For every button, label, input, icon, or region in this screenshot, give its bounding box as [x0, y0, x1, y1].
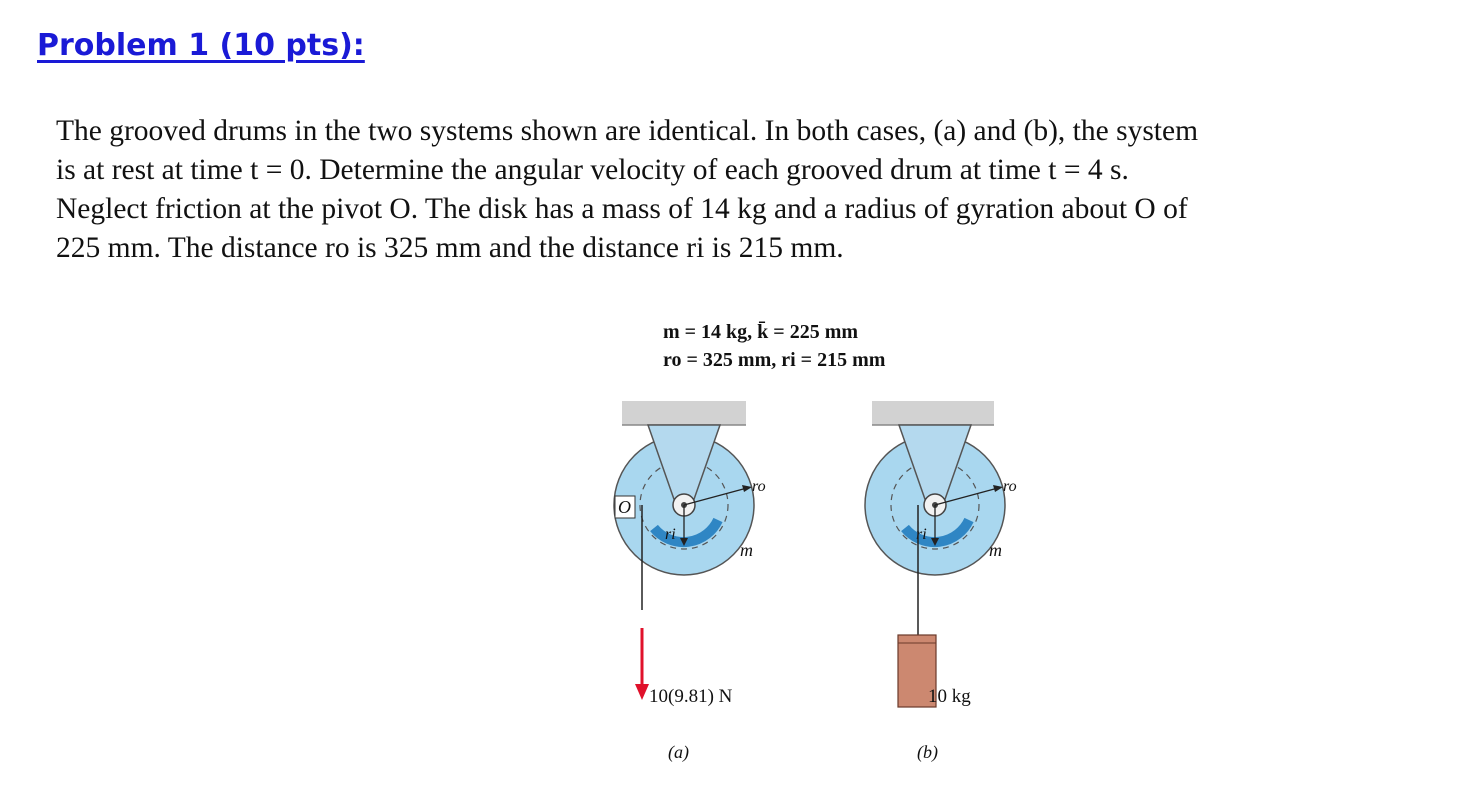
ceiling-b — [872, 401, 994, 425]
given-line-2: ro = 325 mm, ri = 215 mm — [663, 349, 886, 371]
ri-label-b: ri — [916, 526, 927, 543]
ro-label-a: ro — [752, 478, 766, 495]
mass-label-b: m — [989, 540, 1002, 560]
force-label: 10(9.81) N — [649, 686, 733, 707]
given-line-1: m = 14 kg, k̄ = 225 mm — [663, 321, 859, 343]
pivot-label-a: O — [618, 497, 631, 517]
caption-b: (b) — [917, 742, 938, 762]
statement-line: 225 mm. The distance ro is 325 mm and the distance ri is 215 mm. — [56, 232, 844, 264]
ro-label-b: ro — [1003, 478, 1017, 495]
ceiling-a — [622, 401, 746, 425]
system-b — [865, 401, 1017, 763]
drum-figure — [600, 310, 1020, 780]
caption-a: (a) — [668, 742, 689, 762]
mass-label-a: m — [740, 540, 753, 560]
ri-label-a: ri — [665, 526, 676, 543]
statement-line: is at rest at time t = 0. Determine the angular velocity of each grooved drum at time t = 4 s. — [56, 154, 1129, 186]
problem-title: Problem 1 (10 pts): — [37, 28, 365, 63]
statement-line: The grooved drums in the two systems shown are identical. In both cases, (a) and (b), the system — [56, 115, 1199, 147]
system-a — [614, 401, 766, 763]
problem-statement — [56, 112, 1416, 268]
statement-line: Neglect friction at the pivot O. The disk has a mass of 14 kg and a radius of gyration about O of — [56, 193, 1188, 225]
mass-value-label: 10 kg — [928, 686, 971, 707]
